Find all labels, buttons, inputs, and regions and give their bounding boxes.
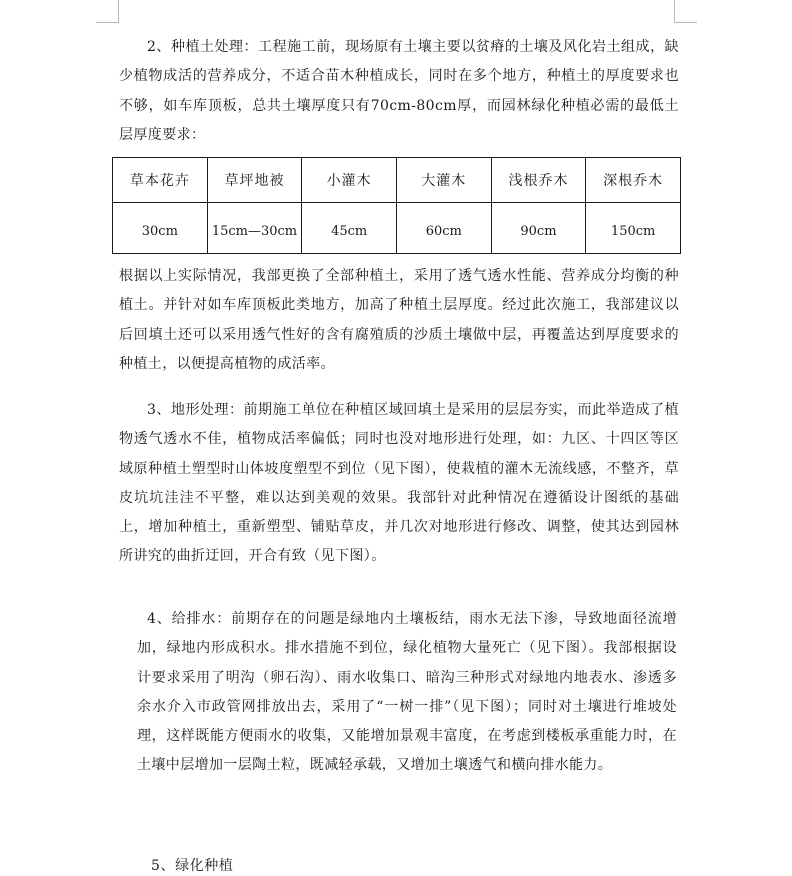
table-header-cell: 浅根乔木 <box>491 158 586 203</box>
table-cell: 60cm <box>396 203 491 254</box>
table-row <box>113 203 681 254</box>
page-corner-mark-right <box>674 0 697 23</box>
section-2-paragraph: 2、种植土处理：工程施工前，现场原有土壤主要以贫瘠的土壤及风化岩土组成，缺少植物成活的营养成分，不适合苗木种植成长，同时在多个地方，种植土的厚度要求也不够，如车库顶板，总共土壤厚度只有70cm-80cm厚，而园林绿化种植必需的最低土层厚度要求： <box>119 39 679 143</box>
table-cell: 30cm <box>113 203 208 254</box>
page-corner-mark-left <box>96 0 119 23</box>
table-cell: 45cm <box>302 203 397 254</box>
table-cell: 150cm <box>586 203 681 254</box>
table-header-cell: 深根乔木 <box>586 158 681 203</box>
soil-thickness-table <box>112 157 681 254</box>
table-cell: 15cm—30cm <box>207 203 302 254</box>
section-2-followup-paragraph: 根据以上实际情况，我部更换了全部种植土，采用了透气透水性能、营养成分均衡的种植土。并针对如车库顶板此类地方，加高了种植土层厚度。经过此次施工，我部建议以后回填土还可以采用透气性好的含有腐殖质的沙质土壤做中层，再覆盖达到厚度要求的种植土，以便提高植物的成活率。 <box>119 268 679 372</box>
table-header-cell: 草本花卉 <box>113 158 208 203</box>
table-header-row <box>113 158 681 203</box>
section-5-heading: 5、绿化种植 <box>151 858 234 874</box>
table-cell: 90cm <box>491 203 586 254</box>
table-header-cell: 草坪地被 <box>207 158 302 203</box>
table-header-cell: 大灌木 <box>396 158 491 203</box>
table-header-cell: 小灌木 <box>302 158 397 203</box>
section-4-paragraph: 4、给排水：前期存在的问题是绿地内土壤板结，雨水无法下渗，导致地面径流增加，绿地内形成积水。排水措施不到位，绿化植物大量死亡（见下图）。我部根据设计要求采用了明沟（卵石沟）、雨水收集口、暗沟三种形式对绿地内地表水、渗透多余水介入市政管网排放出去，采用了“一树一排”（见下图）；同时对土壤进行堆坡处理，这样既能方便雨水的收集，又能增加景观丰富度，在考虑到楼板承重能力时，在土壤中层增加一层陶土粒，既减轻承载，又增加土壤透气和横向排水能力。 <box>137 611 677 774</box>
section-3-paragraph: 3、地形处理：前期施工单位在种植区域回填土是采用的层层夯实，而此举造成了植物透气透水不佳，植物成活率偏低；同时也没对地形进行处理，如：九区、十四区等区域原种植土塑型时山体坡度塑型不到位（见下图），使栽植的灌木无流线感，不整齐，草皮坑坑洼洼不平整，难以达到美观的效果。我部针对此种情况在遵循设计图纸的基础上，增加种植土，重新塑型、铺贴草皮，并几次对地形进行修改、调整，使其达到园林所讲究的曲折迂回，开合有致（见下图）。 <box>119 402 679 565</box>
